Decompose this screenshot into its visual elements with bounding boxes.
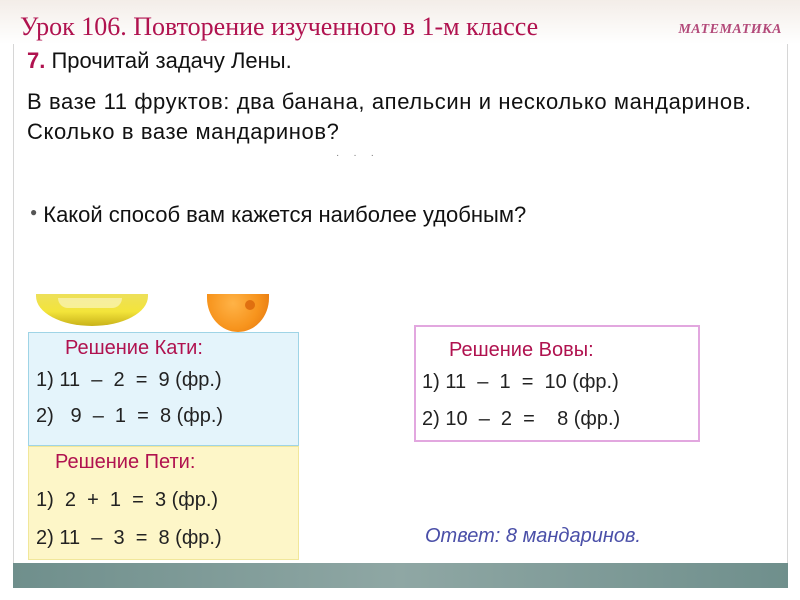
task-heading: [27, 48, 292, 74]
page-title: Урок 106. Повторение изученного в 1-м классе: [20, 12, 539, 41]
banana-image: [36, 294, 148, 326]
vova-step-1: 1) 11 – 1 = 10 (фр.): [422, 371, 619, 393]
orange-image: [207, 294, 269, 332]
question-text: Какой способ вам кажется наиболее удобным?: [43, 202, 527, 227]
vova-step-2: 2) 10 – 2 = 8 (фр.): [422, 408, 621, 430]
vova-solution-title: Решение Вовы:: [449, 339, 594, 361]
katya-solution-title: Решение Кати:: [65, 337, 203, 359]
right-border-line: [787, 44, 788, 564]
petya-step-2: 2) 11 – 3 = 8 (фр.): [36, 527, 222, 549]
problem-text: В вазе 11 фруктов: два банана, апельсин и несколько мандаринов. Сколько в вазе мандаринов?: [27, 89, 752, 144]
subject-label: МАТЕМАТИКА: [678, 22, 782, 37]
katya-step-2: 2) 9 – 1 = 8 (фр.): [36, 405, 224, 427]
petya-solution-title: Решение Пети:: [55, 451, 196, 473]
left-border-line: [13, 44, 14, 564]
katya-solution-box: [28, 332, 299, 446]
bullet-icon: ●: [30, 205, 38, 219]
question: [30, 202, 526, 228]
katya-step-1: 1) 11 – 2 = 9 (фр.): [36, 369, 222, 391]
petya-solution-box: [28, 446, 299, 560]
vova-solution-box: [414, 325, 700, 442]
footer-band: [13, 563, 788, 588]
task-heading-text: Прочитай задачу Лены.: [51, 48, 292, 73]
petya-step-1: 1) 2 + 1 = 3 (фр.): [36, 489, 219, 511]
task-number: 7.: [27, 48, 46, 73]
decorative-dots: ···: [336, 150, 388, 161]
answer-text: Ответ: 8 мандаринов.: [425, 525, 641, 547]
